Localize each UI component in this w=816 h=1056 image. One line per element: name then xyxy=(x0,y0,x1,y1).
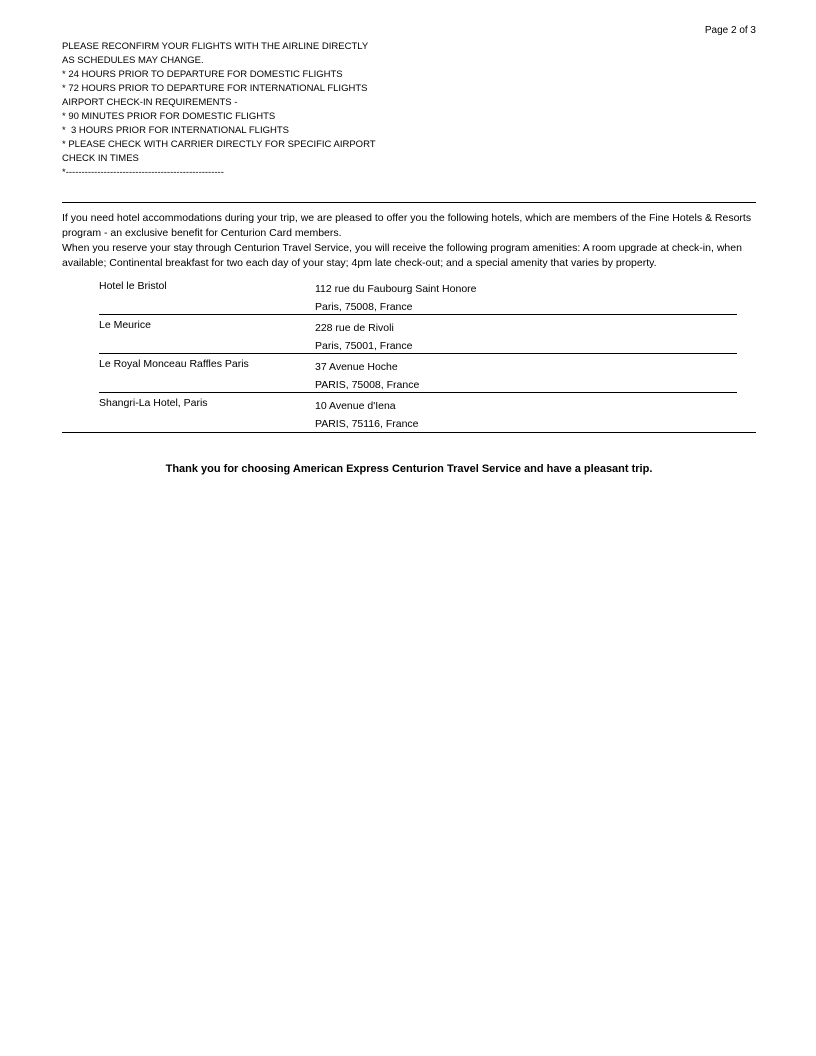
hotel-address xyxy=(315,358,419,394)
hotel-name: Hotel le Bristol xyxy=(99,280,167,292)
hotel-address xyxy=(315,280,477,316)
hotel-row xyxy=(99,356,737,393)
notice-line: * 24 HOURS PRIOR TO DEPARTURE FOR DOMESTIC FLIGHTS xyxy=(62,69,343,80)
hotel-row xyxy=(99,278,737,315)
flight-notices xyxy=(62,40,462,180)
hotel-name: Shangri-La Hotel, Paris xyxy=(99,397,208,409)
hotel-street: 37 Avenue Hoche xyxy=(315,361,398,373)
notice-line: * 90 MINUTES PRIOR FOR DOMESTIC FLIGHTS xyxy=(62,111,276,122)
hotel-street: 228 rue de Rivoli xyxy=(315,322,394,334)
intro-paragraph: If you need hotel accommodations during your trip, we are pleased to offer you the following hotels, which are members of the Fine Hotels & Resorts program - an exclusive benefit for Centurion Card members. xyxy=(62,212,752,239)
hotel-name: Le Royal Monceau Raffles Paris xyxy=(99,358,249,370)
notice-line: AS SCHEDULES MAY CHANGE. xyxy=(62,55,204,66)
hotel-row xyxy=(62,395,756,433)
closing-message: Thank you for choosing American Express Centurion Travel Service and have a pleasant trip. xyxy=(165,463,653,475)
intro-paragraph: When you reserve your stay through Centurion Travel Service, you will receive the following program amenities: A room upgrade at check-in, when available; Continental breakfast for two each day of your stay; 4pm late check-out; and a special amenity that varies by property. xyxy=(62,242,742,269)
hotel-offer-intro xyxy=(62,211,756,271)
hotel-city: PARIS, 75116, France xyxy=(315,418,419,430)
hotel-row xyxy=(99,317,737,354)
hotel-name: Le Meurice xyxy=(99,319,151,331)
hotel-address xyxy=(315,397,419,433)
notice-line: * 72 HOURS PRIOR TO DEPARTURE FOR INTERNATIONAL FLIGHTS xyxy=(62,83,368,94)
hotel-street: 112 rue du Faubourg Saint Honore xyxy=(315,283,477,295)
hotel-city: Paris, 75008, France xyxy=(315,301,413,313)
notice-line: AIRPORT CHECK-IN REQUIREMENTS - xyxy=(62,97,238,108)
hotel-city: Paris, 75001, France xyxy=(315,340,413,352)
section-divider xyxy=(62,202,756,203)
hotel-address xyxy=(315,319,412,355)
notice-line: * PLEASE CHECK WITH CARRIER DIRECTLY FOR SPECIFIC AIRPORT xyxy=(62,139,376,150)
page-number: Page 2 of 3 xyxy=(704,25,756,36)
hotel-street: 10 Avenue d'Iena xyxy=(315,400,396,412)
notice-line: CHECK IN TIMES xyxy=(62,153,139,164)
notice-line: *-------------------------------------------------- xyxy=(62,167,224,178)
notice-line: * 3 HOURS PRIOR FOR INTERNATIONAL FLIGHTS xyxy=(62,125,289,136)
hotel-list xyxy=(62,278,756,433)
notice-line: PLEASE RECONFIRM YOUR FLIGHTS WITH THE AIRLINE DIRECTLY xyxy=(62,41,369,52)
hotel-city: PARIS, 75008, France xyxy=(315,379,420,391)
